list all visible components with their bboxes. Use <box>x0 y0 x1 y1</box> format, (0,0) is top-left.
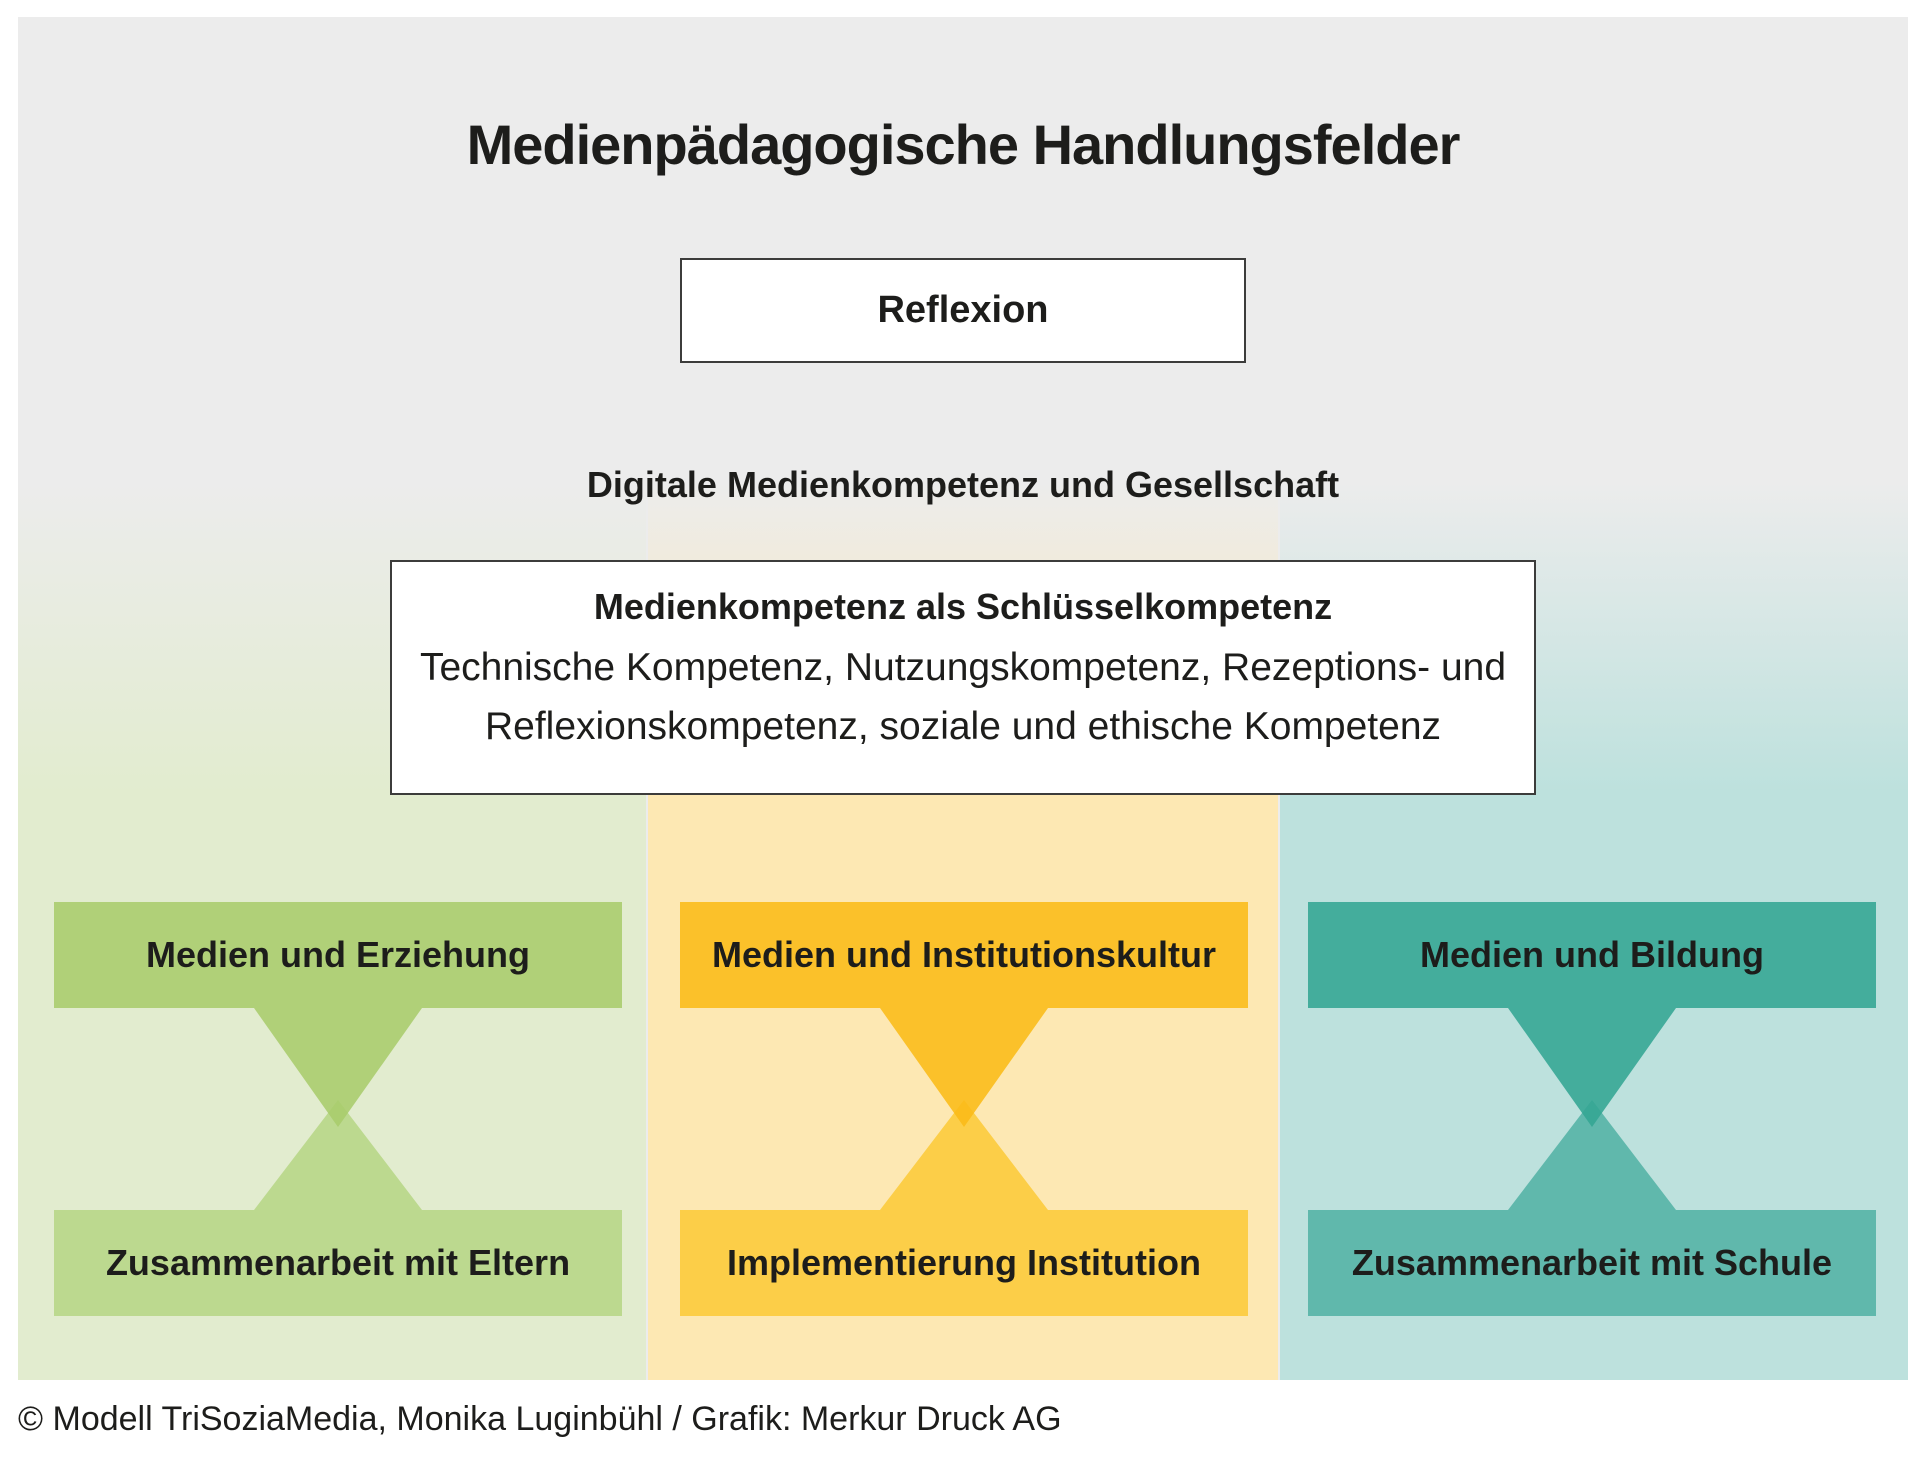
diagram-title: Medienpädagogische Handlungsfelder <box>466 113 1460 176</box>
field-top-label: Medien und Institutionskultur <box>712 934 1216 975</box>
society-subtitle: Digitale Medienkompetenz und Gesellschaft <box>586 464 1340 505</box>
field-erziehung <box>54 902 622 1322</box>
field-bottom-label: Implementierung Institution <box>727 1242 1201 1283</box>
field-bildung <box>1308 902 1876 1322</box>
key-competence-line-2: Reflexionskompetenz, soziale und ethische Kompetenz <box>484 705 1442 748</box>
field-institutionskultur <box>680 902 1248 1322</box>
key-competence-box <box>390 560 1536 795</box>
key-competence-title: Medienkompetenz als Schlüsselkompetenz <box>593 586 1333 627</box>
copyright-credit: © Modell TriSoziaMedia, Monika Luginbühl / Grafik: Merkur Druck AG <box>18 1400 1062 1438</box>
field-top-label: Medien und Erziehung <box>146 934 530 975</box>
field-bottom-label: Zusammenarbeit mit Schule <box>1351 1242 1833 1283</box>
reflexion-box: Reflexion <box>680 258 1246 363</box>
diagram-canvas <box>18 17 1908 1380</box>
field-bottom-label: Zusammenarbeit mit Eltern <box>105 1242 571 1283</box>
field-top-label: Medien und Bildung <box>1420 934 1764 975</box>
key-competence-line-1: Technische Kompetenz, Nutzungskompetenz, Rezeptions- und <box>419 646 1507 689</box>
